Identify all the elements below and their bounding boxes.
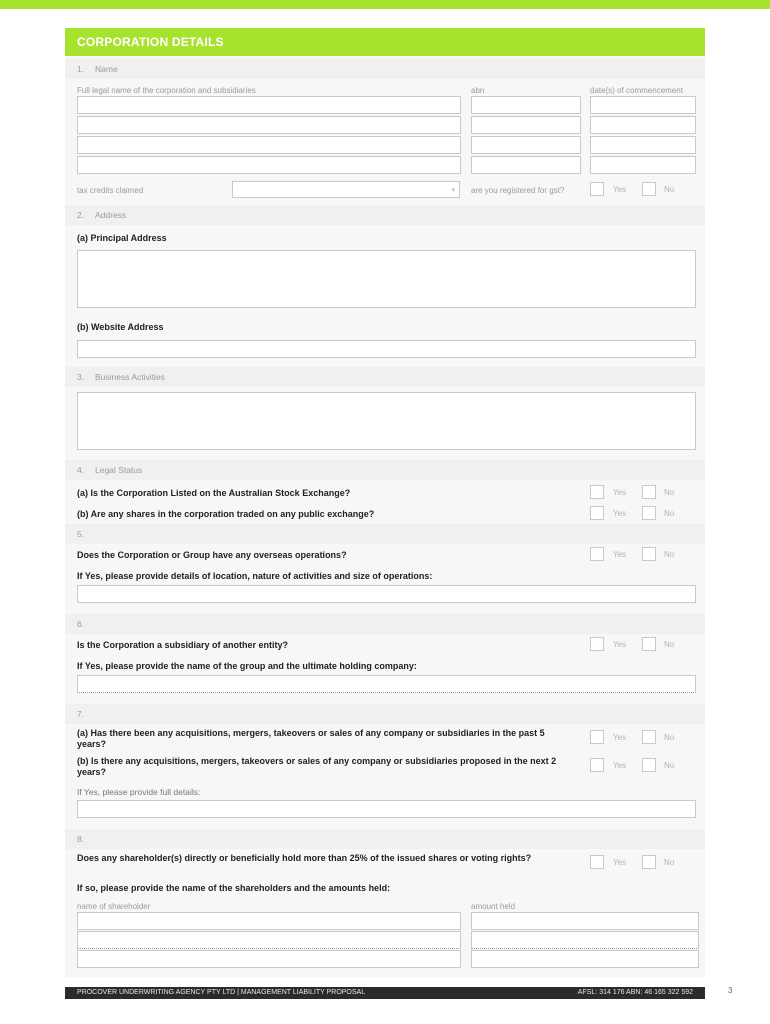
- no-label: No: [664, 761, 675, 770]
- section-title: Business Activities: [95, 372, 165, 382]
- no-label: No: [664, 488, 675, 497]
- overseas-yes-checkbox[interactable]: [590, 547, 604, 561]
- section-8-header: [65, 829, 705, 849]
- dates-column-label: date(s) of commencement: [590, 86, 683, 95]
- subsidiary-no-checkbox[interactable]: [642, 637, 656, 651]
- gst-question-label: are you registered for gst?: [471, 186, 565, 195]
- gst-no-checkbox[interactable]: [642, 182, 656, 196]
- yes-label: Yes: [613, 858, 627, 867]
- website-address-input[interactable]: [77, 340, 696, 358]
- section-number: 8.: [77, 834, 85, 844]
- shareholder-details-label: If so, please provide the name of the shareholders and the amounts held:: [77, 883, 391, 893]
- abn-input-2[interactable]: [471, 116, 581, 134]
- amount-held-input-1[interactable]: [471, 912, 699, 930]
- no-label: No: [664, 640, 675, 649]
- shareholder-name-input-2[interactable]: [77, 931, 461, 949]
- overseas-no-checkbox[interactable]: [642, 547, 656, 561]
- abn-input-3[interactable]: [471, 136, 581, 154]
- yes-label: Yes: [613, 185, 627, 194]
- section-number: 6.: [77, 619, 85, 629]
- section-2-header: [65, 205, 705, 225]
- website-address-label: (b) Website Address: [77, 322, 164, 332]
- abn-input-1[interactable]: [471, 96, 581, 114]
- asx-listed-question: (a) Is the Corporation Listed on the Australian Stock Exchange?: [77, 488, 351, 498]
- shareholder-name-column-label: name of shareholder: [77, 902, 151, 911]
- section-4-header: [65, 460, 705, 480]
- overseas-question: Does the Corporation or Group have any overseas operations?: [77, 550, 347, 560]
- yes-label: Yes: [613, 509, 627, 518]
- amount-held-input-2[interactable]: [471, 931, 699, 949]
- yes-label: Yes: [613, 733, 627, 742]
- page-number: 3: [728, 986, 733, 995]
- tax-credits-label: tax credits claimed: [77, 186, 144, 195]
- section-5-header: [65, 524, 705, 544]
- overseas-details-input[interactable]: [77, 585, 696, 603]
- proposed-acquisitions-no-checkbox[interactable]: [642, 758, 656, 772]
- subsidiary-question: Is the Corporation a subsidiary of another entity?: [77, 640, 289, 650]
- proposed-acquisitions-yes-checkbox[interactable]: [590, 758, 604, 772]
- section-number: 2.: [77, 210, 85, 220]
- page-footer: [65, 987, 705, 999]
- section-title: Legal Status: [95, 465, 143, 475]
- dates-input-3[interactable]: [590, 136, 696, 154]
- top-accent-bar: [0, 0, 770, 9]
- fullname-input-4[interactable]: [77, 156, 461, 174]
- dates-input-4[interactable]: [590, 156, 696, 174]
- shareholder-question: Does any shareholder(s) directly or beneficially hold more than 25% of the issued shares or voting rights?: [77, 853, 532, 863]
- public-exchange-question: (b) Are any shares in the corporation traded on any public exchange?: [77, 509, 375, 519]
- subsidiary-yes-checkbox[interactable]: [590, 637, 604, 651]
- gst-yes-checkbox[interactable]: [590, 182, 604, 196]
- section-title: Address: [95, 210, 127, 220]
- public-exchange-no-checkbox[interactable]: [642, 506, 656, 520]
- acquisitions-details-label: If Yes, please provide full details:: [77, 787, 201, 797]
- asx-no-checkbox[interactable]: [642, 485, 656, 499]
- yes-label: Yes: [613, 550, 627, 559]
- proposed-acquisitions-question: (b) Is there any acquisitions, mergers, takeovers or sales of any company or subsidiaries proposed in the next 2 years?: [77, 756, 557, 777]
- amount-held-input-3[interactable]: [471, 950, 699, 968]
- section-number: 4.: [77, 465, 85, 475]
- section-7-header: [65, 704, 705, 724]
- yes-label: Yes: [613, 488, 627, 497]
- yes-label: Yes: [613, 761, 627, 770]
- tax-credits-select[interactable]: [232, 181, 460, 198]
- section-number: 5.: [77, 529, 85, 539]
- abn-column-label: abn: [471, 86, 485, 95]
- business-activities-textarea[interactable]: [77, 392, 696, 450]
- public-exchange-yes-checkbox[interactable]: [590, 506, 604, 520]
- section-number: 7.: [77, 709, 85, 719]
- dates-input-1[interactable]: [590, 96, 696, 114]
- no-label: No: [664, 550, 675, 559]
- no-label: No: [664, 733, 675, 742]
- asx-yes-checkbox[interactable]: [590, 485, 604, 499]
- section-3-header: [65, 367, 705, 387]
- section-header-corporation-details: CORPORATION DETAILS: [65, 28, 705, 56]
- shareholder-name-input-1[interactable]: [77, 912, 461, 930]
- shareholder-name-input-3[interactable]: [77, 950, 461, 968]
- chevron-down-icon: ▾: [451, 187, 455, 194]
- footer-registration: AFSL: 314 176 ABN: 46 165 322 592: [577, 989, 693, 996]
- subsidiary-details-label: If Yes, please provide the name of the group and the ultimate holding company:: [77, 661, 417, 671]
- yes-label: Yes: [613, 640, 627, 649]
- no-label: No: [664, 185, 675, 194]
- fullname-input-3[interactable]: [77, 136, 461, 154]
- overseas-details-label: If Yes, please provide details of location, nature of activities and size of operations:: [77, 571, 433, 581]
- acquisitions-details-input[interactable]: [77, 800, 696, 818]
- section-6-header: [65, 614, 705, 634]
- dates-input-2[interactable]: [590, 116, 696, 134]
- abn-input-4[interactable]: [471, 156, 581, 174]
- shareholder-yes-checkbox[interactable]: [590, 855, 604, 869]
- section-1-header: [65, 59, 705, 79]
- shareholder-no-checkbox[interactable]: [642, 855, 656, 869]
- fullname-input-2[interactable]: [77, 116, 461, 134]
- principal-address-label: (a) Principal Address: [77, 233, 167, 243]
- fullname-input-1[interactable]: [77, 96, 461, 114]
- principal-address-textarea[interactable]: [77, 250, 696, 308]
- footer-company: PROCOVER UNDERWRITING AGENCY PTY LTD | MANAGEMENT LIABILITY PROPOSAL: [77, 989, 366, 996]
- subsidiary-details-input[interactable]: [77, 675, 696, 693]
- section-title: Name: [95, 64, 118, 74]
- section-number: 3.: [77, 372, 85, 382]
- no-label: No: [664, 509, 675, 518]
- amount-held-column-label: amount held: [471, 902, 516, 911]
- past-acquisitions-yes-checkbox[interactable]: [590, 730, 604, 744]
- no-label: No: [664, 858, 675, 867]
- section-number: 1.: [77, 64, 85, 74]
- past-acquisitions-question: (a) Has there been any acquisitions, mergers, takeovers or sales of any company or subsidiaries in the past 5 years?: [77, 728, 545, 749]
- past-acquisitions-no-checkbox[interactable]: [642, 730, 656, 744]
- fullname-column-label: Full legal name of the corporation and subsidiaries: [77, 86, 256, 95]
